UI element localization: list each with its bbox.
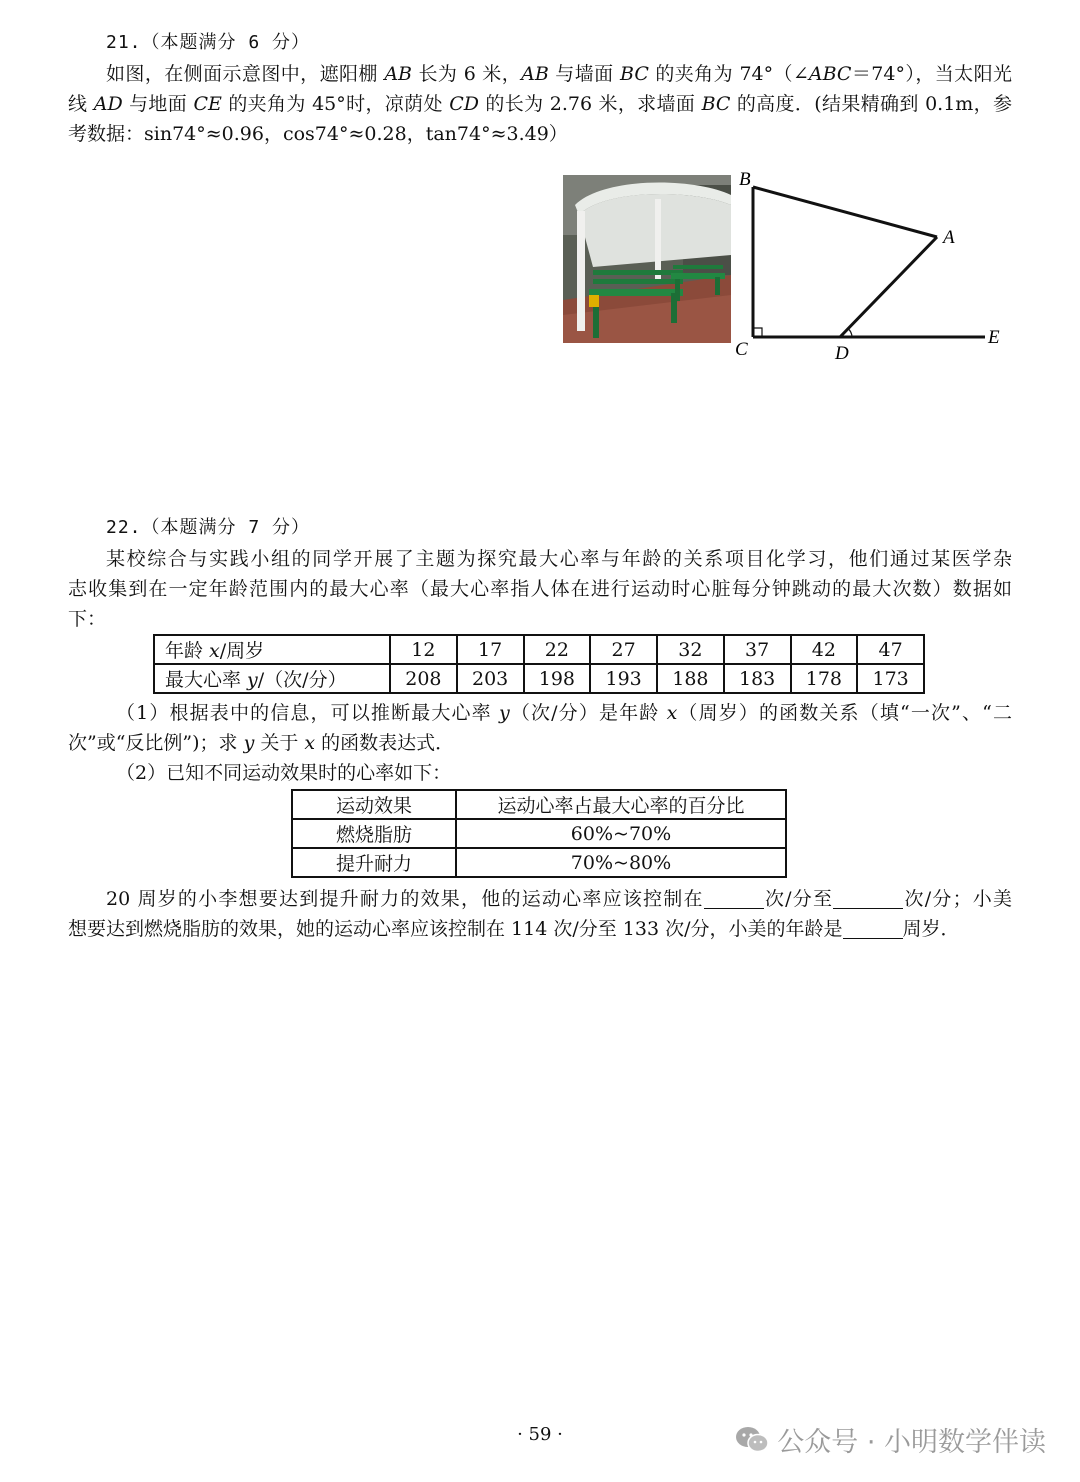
label-C: C bbox=[735, 339, 748, 360]
sunray-AD bbox=[840, 237, 937, 337]
answer-blank-1[interactable] bbox=[704, 888, 764, 909]
rate-cell: 208 bbox=[390, 664, 457, 693]
heart-rate-table bbox=[153, 634, 925, 694]
answer-blank-3[interactable] bbox=[843, 918, 903, 939]
label-A: A bbox=[943, 227, 955, 248]
percent-cell: 60%~70% bbox=[456, 819, 786, 848]
effect-cell: 燃烧脂肪 bbox=[292, 819, 456, 848]
age-cell: 12 bbox=[390, 635, 457, 664]
percent-header: 运动心率占最大心率的百分比 bbox=[456, 790, 786, 819]
q22-heading: 22.（本题满分 7 分） bbox=[106, 517, 311, 538]
table-row-age bbox=[154, 635, 924, 664]
age-cell: 32 bbox=[657, 635, 724, 664]
effect-header: 运动效果 bbox=[292, 790, 456, 819]
label-D: D bbox=[835, 343, 849, 364]
q22-part1-line-2: 次”或“反比例”)；求 y 关于 x 的函数表达式． bbox=[68, 732, 455, 754]
age-cell: 22 bbox=[524, 635, 591, 664]
label-B: B bbox=[739, 169, 751, 190]
rate-cell: 193 bbox=[590, 664, 657, 693]
rate-cell: 173 bbox=[857, 664, 924, 693]
rate-cell: 198 bbox=[524, 664, 591, 693]
age-label: 年龄 x/周岁 bbox=[154, 635, 390, 664]
q22-part2-intro: （2）已知不同运动效果时的心率如下： bbox=[116, 762, 452, 784]
awning-AB bbox=[753, 187, 937, 237]
table-row bbox=[292, 819, 786, 848]
effect-table bbox=[291, 789, 787, 878]
age-cell: 37 bbox=[724, 635, 791, 664]
q22-intro-3: 下： bbox=[68, 608, 107, 630]
watermark-text: 公众号 · 小明数学伴读 bbox=[777, 1427, 1046, 1458]
watermark bbox=[735, 1420, 1046, 1459]
shade-structure-photo bbox=[563, 175, 731, 343]
wechat-icon bbox=[735, 1426, 769, 1454]
rate-cell: 188 bbox=[657, 664, 724, 693]
rate-label: 最大心率 y/（次/分） bbox=[154, 664, 390, 693]
rate-cell: 178 bbox=[791, 664, 858, 693]
rate-cell: 203 bbox=[457, 664, 524, 693]
age-cell: 42 bbox=[791, 635, 858, 664]
rate-cell: 183 bbox=[724, 664, 791, 693]
page-number: · 59 · bbox=[517, 1424, 563, 1445]
table-row bbox=[292, 790, 786, 819]
q22-part2-line-2: 想要达到燃烧脂肪的效果，她的运动心率应该控制在 114 次/分至 133 次/分，小美的年龄是 周岁． bbox=[68, 918, 960, 940]
q21-heading: 21.（本题满分 6 分） bbox=[106, 32, 311, 53]
table-row bbox=[292, 848, 786, 877]
age-cell: 17 bbox=[457, 635, 524, 664]
q21-line-1: 如图，在侧面示意图中，遮阳棚 AB 长为 6 米，AB 与墙面 BC 的夹角为 74°（∠ABC＝74°），当太阳光 bbox=[106, 63, 1012, 85]
q22-intro-1: 某校综合与实践小组的同学开展了主题为探究最大心率与年龄的关系项目化学习，他们通过某医学杂 bbox=[106, 548, 1012, 570]
q21-line-2: 线 AD 与地面 CE 的夹角为 45°时，凉荫处 CD 的长为 2.76 米，求墙面 BC 的高度．(结果精确到 0.1m，参 bbox=[68, 93, 1012, 115]
answer-blank-2[interactable] bbox=[833, 888, 903, 909]
q21-line-3: 考数据：sin74°≈0.96，cos74°≈0.28，tan74°≈3.49） bbox=[68, 123, 568, 145]
effect-cell: 提升耐力 bbox=[292, 848, 456, 877]
q22-part2-line-1: 20 周岁的小李想要达到提升耐力的效果，他的运动心率应该控制在 次/分至 次/分；小美 bbox=[106, 888, 1013, 910]
table-row-rate bbox=[154, 664, 924, 693]
percent-cell: 70%~80% bbox=[456, 848, 786, 877]
geometry-diagram bbox=[730, 165, 1010, 370]
q22-intro-2: 志收集到在一定年龄范围内的最大心率（最大心率指人体在进行运动时心脏每分钟跳动的最大次数）数据如 bbox=[68, 578, 1012, 600]
age-cell: 27 bbox=[590, 635, 657, 664]
label-E: E bbox=[988, 327, 1000, 348]
age-cell: 47 bbox=[857, 635, 924, 664]
q22-part1-line-1: （1）根据表中的信息，可以推断最大心率 y（次/分）是年龄 x（周岁）的函数关系（填“一次”、“二 bbox=[116, 702, 1012, 724]
